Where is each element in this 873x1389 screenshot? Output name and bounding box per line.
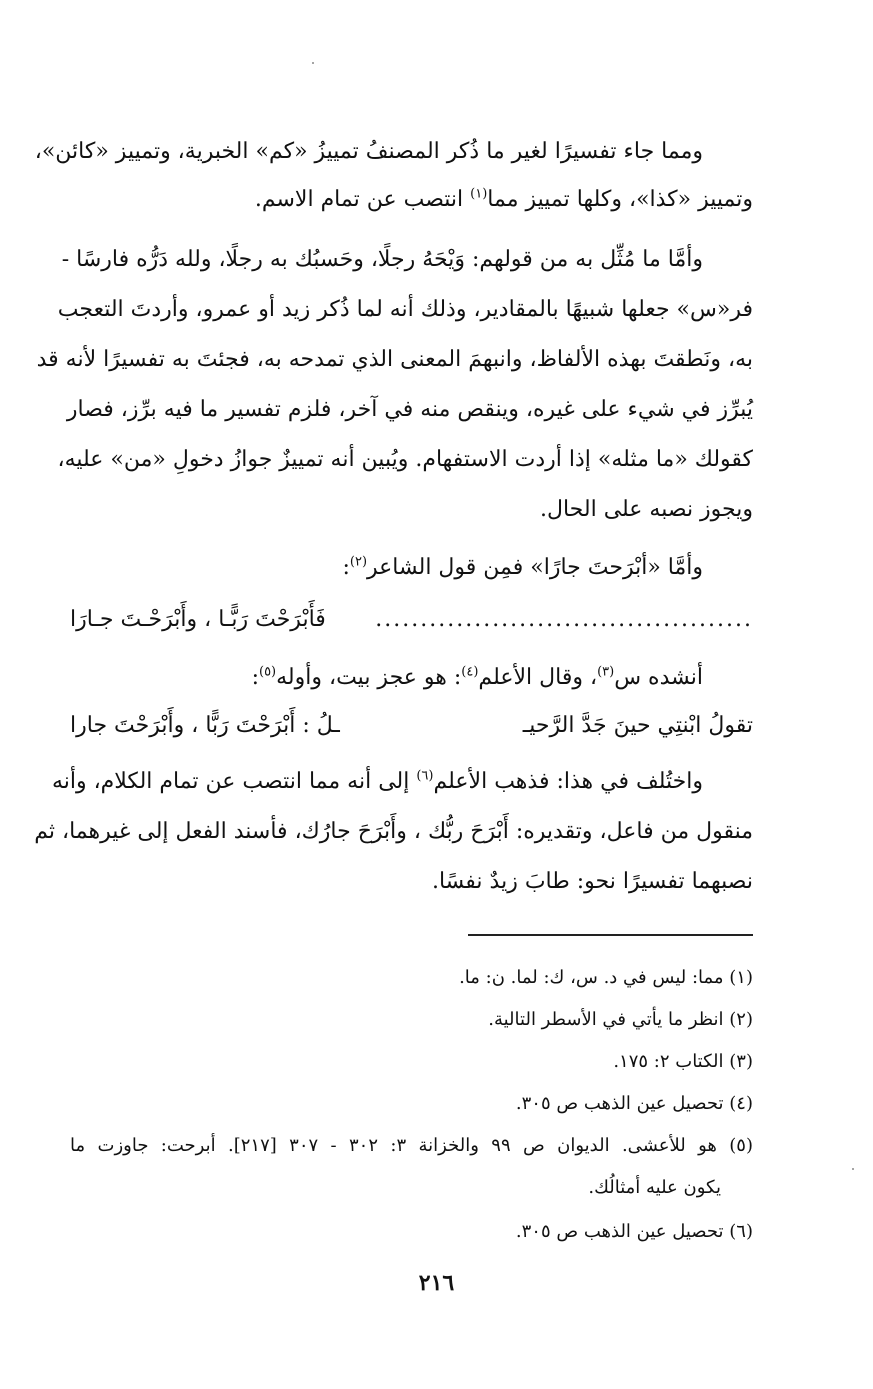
verse-line-2 <box>70 702 753 750</box>
paragraph-line: واختُلف في هذا: فذهب الأعلم$^{(٦)}$ إلى أنه مما انتصب عن تمام الكلام، وأنه <box>51 768 703 794</box>
paragraph-line: ومما جاء تفسيرًا لغير ما ذُكر المصنفُ تمييزُ «كم» الخبرية، وتمييز «كائن»، <box>34 139 703 164</box>
paragraph-line: أنشده س$^{(٣)}$، وقال الأعلم$^{(٤)}$: هو عجز بيت، وأوله$^{(٥)}$: <box>251 664 703 690</box>
scan-speck <box>312 62 314 64</box>
paragraph-line: نصبهما تفسيرًا نحو: طابَ زيدٌ نفسًا. <box>431 869 753 894</box>
footnote-2: (٢) انظر ما يأتي في الأسطر التالية. <box>488 1009 753 1030</box>
footnote-4: (٤) تحصيل عين الذهب ص ٣٠٥. <box>515 1093 753 1114</box>
paragraph-line: ويجوز نصبه على الحال. <box>540 497 753 522</box>
verse-hemistich-first: تقولُ ابْنتِي حينَ جَدَّ الرَّحيـ <box>522 713 753 738</box>
paragraph-line: يُبرِّز في شيء على غيره، وينقص منه في آخر، فلزم تفسير ما فيه برِّز، فصار <box>66 397 753 422</box>
paragraph-line: كقولك «ما مثله» إذا أردت الاستفهام. ويُبين أنه تمييزٌ جوازُ دخولِ «من» عليه، <box>57 447 753 472</box>
footnote-ref[interactable]: (١) <box>470 186 488 202</box>
footnote-ref[interactable]: (٣) <box>597 664 615 680</box>
footnote-5-continued: يكون عليه أمثالُك. <box>588 1177 721 1198</box>
footnote-1: (١) مما: ليس في د. س، ك: لما. ن: ما. <box>459 967 753 988</box>
page-number: ٢١٦ <box>418 1270 455 1296</box>
footnote-divider <box>468 934 753 936</box>
footnote-ref[interactable]: (٤) <box>461 664 479 680</box>
paragraph-line: منقول من فاعل، وتقديره: أَبْرَحَ ربُّك ، وأَبْرَحَ جارُك، فأسند الفعل إلى غيرهما، ثم <box>34 819 753 844</box>
footnote-ref[interactable]: (٥) <box>258 664 277 680</box>
paragraph-line: وتمييز «كذا»، وكلها تمييز مما$^{(١)}$ انتصب عن تمام الاسم. <box>254 186 753 212</box>
paragraph-line: وأمَّا ما مُثِّل به من قولهم: وَيْحَهُ رجلًا، وحَسبُك به رجلًا، ولله دَرُّه فارسًا - <box>61 247 703 272</box>
paragraph-line: فر«س» جعلها شبيهًا بالمقادير، وذلك أنه لما ذُكر زيد أو عمرو، وأردتَ التعجب <box>57 297 753 322</box>
paragraph-line: وأمَّا «أبْرَحتَ جارًا» فمِن قول الشاعر$^{(٢)}$: <box>342 554 703 580</box>
scan-speck <box>852 1168 854 1170</box>
verse-hemistich: فَأَبْرَحْتَ رَبًّـا ، وأَبْرَحْـتَ جـارَا <box>70 607 326 632</box>
footnote-6: (٦) تحصيل عين الذهب ص ٣٠٥. <box>515 1221 753 1242</box>
paragraph-line: به، ونَطقتَ بهذه الألفاظ، وانبهمَ المعنى الذي تمدحه به، فجئتَ به تفسيرًا لأنه قد <box>36 347 753 372</box>
footnote-ref[interactable]: (٢) <box>349 554 368 570</box>
verse-line-1 <box>70 596 753 644</box>
verse-hemistich-second: ـلُ : أَبْرَحْتَ رَبًّا ، وأَبْرَحْتَ جارا <box>70 713 340 738</box>
footnote-3: (٣) الكتاب ٢: ١٧٥. <box>613 1051 753 1072</box>
footnote-5: (٥) هو للأعشى. الديوان ص ٩٩ والخزانة ٣: ٣٠٢ - ٣٠٧ [٢١٧]. أبرحت: جاوزت ما <box>70 1135 753 1156</box>
verse-hemistich-dots: .......................................... <box>375 607 753 632</box>
footnote-ref[interactable]: (٦) <box>416 768 434 784</box>
